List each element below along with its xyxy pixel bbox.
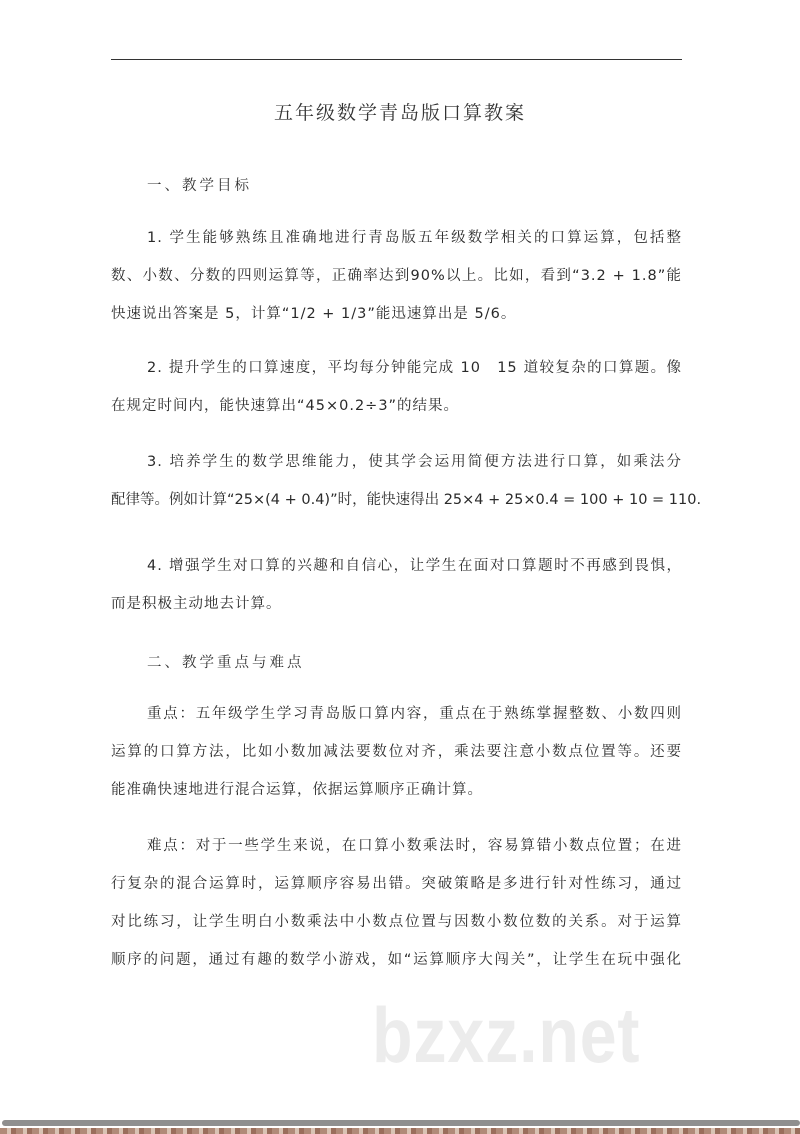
text-line: 数、小数、分数的四则运算等，正确率达到90%以上。比如，看到“3.2 + 1.8”能 (111, 268, 682, 284)
goal-paragraph-4 (111, 547, 682, 623)
text-line: 运算的口算方法，比如小数加减法要数位对齐，乘法要注意小数点位置等。还要 (111, 744, 682, 760)
document-title: 五年级数学青岛版口算教案 (273, 102, 526, 124)
horizontal-scrollbar[interactable] (2, 1120, 800, 1126)
goal-paragraph-3 (111, 443, 702, 519)
text-line: 而是积极主动地去计算。 (111, 596, 282, 612)
text-line: 对比练习，让学生明白小数乘法中小数点位置与因数小数位数的关系。对于运算 (111, 914, 682, 930)
text-line: 难点：对于一些学生来说，在口算小数乘法时，容易算错小数点位置；在进 (147, 838, 682, 854)
background-strip (0, 1128, 800, 1134)
text-line: 4. 增强学生对口算的兴趣和自信心，让学生在面对口算题时不再感到畏惧， (147, 558, 682, 574)
text-line: 重点：五年级学生学习青岛版口算内容，重点在于熟练掌握整数、小数四则 (147, 706, 682, 722)
section-heading-key-points: 二、教学重点与难点 (147, 655, 305, 671)
watermark: bzxz.net (372, 991, 641, 1079)
text-line: 顺序的问题，通过有趣的数学小游戏，如“运算顺序大闯关”，让学生在玩中强化 (111, 952, 682, 968)
text-line: 能准确快速地进行混合运算，依据运算顺序正确计算。 (111, 782, 483, 798)
goal-paragraph-1 (111, 219, 682, 333)
key-point-paragraph (111, 695, 682, 809)
text-line: 配律等。例如计算“25×(4 + 0.4)”时，能快速得出 25×4 + 25×0.4 = 100 + 10 = 110. (111, 492, 702, 508)
header-rule (111, 59, 682, 60)
text-line: 行复杂的混合运算时，运算顺序容易出错。突破策略是多进行针对性练习，通过 (111, 876, 682, 892)
goal-paragraph-2 (111, 349, 682, 425)
difficulty-paragraph (111, 827, 682, 979)
section-heading-goals: 一、教学目标 (147, 178, 252, 194)
text-line: 快速说出答案是 5，计算“1/2 + 1/3”能迅速算出是 5/6。 (111, 306, 517, 322)
text-line: 2. 提升学生的口算速度，平均每分钟能完成 10 15 道较复杂的口算题。像 (147, 360, 682, 376)
text-line: 1. 学生能够熟练且准确地进行青岛版五年级数学相关的口算运算，包括整 (147, 230, 682, 246)
text-line: 在规定时间内，能快速算出“45×0.2÷3”的结果。 (111, 398, 460, 414)
text-line: 3. 培养学生的数学思维能力，使其学会运用简便方法进行口算，如乘法分 (147, 454, 682, 470)
